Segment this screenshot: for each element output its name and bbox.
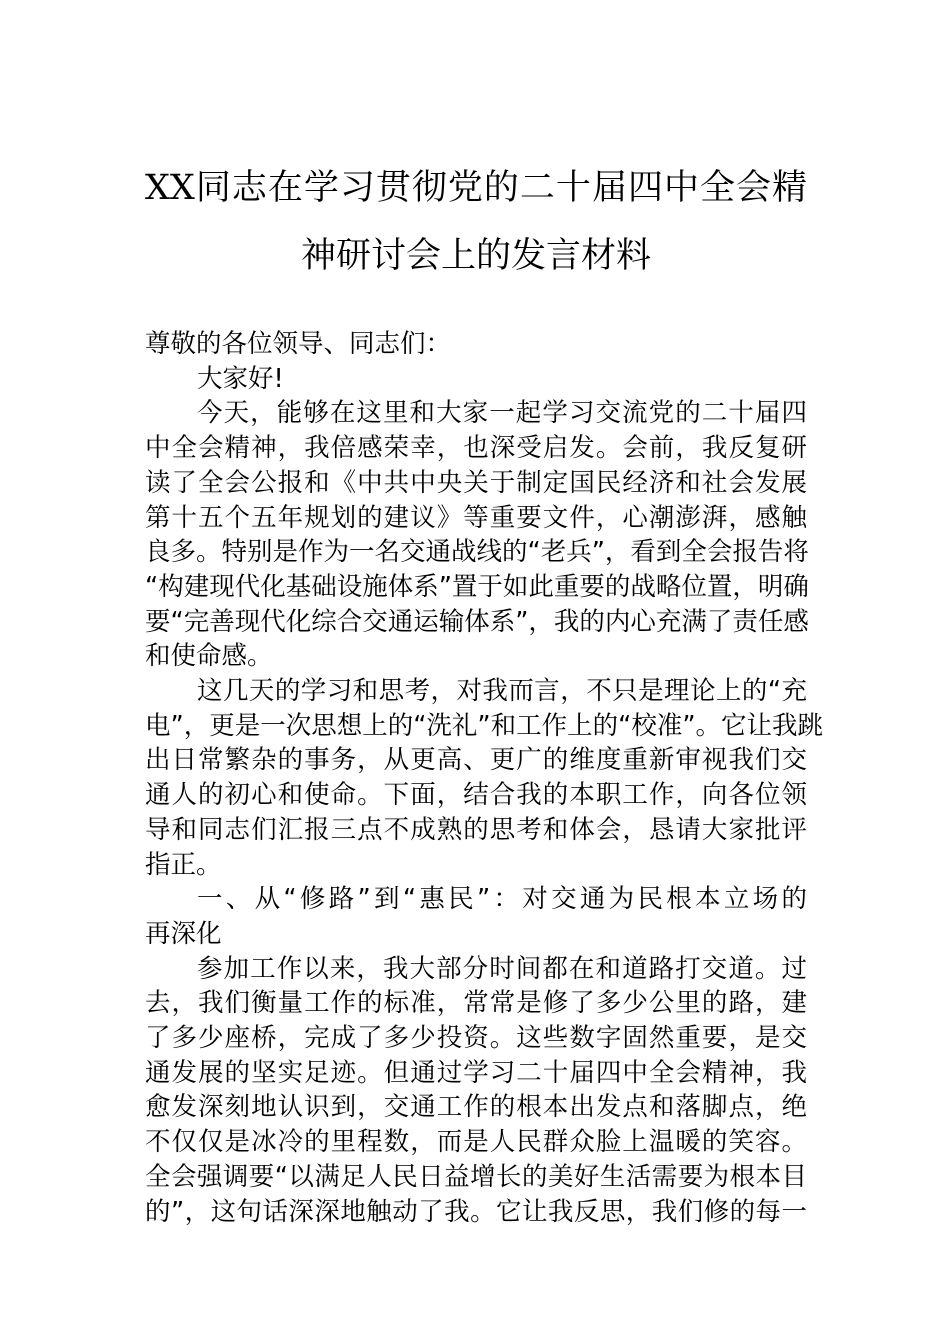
- paragraph: [145, 882, 807, 951]
- paragraph-line: 良多。特别是作为一名交通战线的“老兵”，看到全会报告将: [145, 537, 809, 568]
- paragraph-line: 指正。: [145, 849, 222, 880]
- paragraph-line: 通人的初心和使命。下面，结合我的本职工作，向各位领: [145, 780, 807, 811]
- paragraph: [145, 674, 824, 882]
- paragraph-line: 读了全会公报和《中共中央关于制定国民经济和社会发展: [145, 467, 807, 498]
- document-body: [145, 327, 824, 1229]
- paragraph-line: 的”，这句话深深地触动了我。它让我反思，我们修的每一: [145, 1196, 807, 1227]
- paragraph: [145, 952, 807, 1230]
- paragraph-line: 去，我们衡量工作的标准，常常是修了多少公里的路，建: [145, 988, 807, 1019]
- paragraph-line: “构建现代化基础设施体系”置于如此重要的战略位置，明确: [145, 571, 809, 602]
- paragraph-line: 导和同志们汇报三点不成熟的思考和体会，恳请大家批评: [145, 814, 807, 845]
- paragraph-line: 电”，更是一次思想上的“洗礼”和工作上的“校准”。它让我跳: [145, 710, 824, 741]
- paragraph-line: 了多少座桥，完成了多少投资。这些数字固然重要，是交: [145, 1023, 807, 1054]
- paragraph-line: 参加工作以来，我大部分时间都在和道路打交道。过: [197, 953, 807, 984]
- document-title-line-1: XX同志在学习贯彻党的二十届四中全会精: [145, 168, 807, 208]
- paragraph: [145, 362, 807, 397]
- paragraph-line: 第十五个五年规划的建议》等重要文件，心潮澎湃，感触: [145, 502, 807, 533]
- paragraph-line: 愈发深刻地认识到，交通工作的根本出发点和落脚点，绝: [145, 1092, 807, 1123]
- paragraph-line: 出日常繁杂的事务，从更高、更广的维度重新审视我们交: [145, 745, 807, 776]
- paragraph-line: 尊敬的各位领导、同志们：: [145, 329, 452, 359]
- paragraph-line: 今天，能够在这里和大家一起学习交流党的二十届四: [197, 398, 807, 429]
- paragraph-line: 中全会精神，我倍感荣幸，也深受启发。会前，我反复研: [145, 433, 807, 464]
- paragraph-line: 全会强调要“以满足人民日益增长的美好生活需要为根本目: [145, 1161, 807, 1192]
- paragraph: [145, 396, 807, 674]
- paragraph-line: 一、从“修路”到“惠民”：对交通为民根本立场的: [197, 884, 807, 915]
- paragraph-line: 要“完善现代化综合交通运输体系”，我的内心充满了责任感: [145, 606, 809, 637]
- paragraph: [145, 327, 807, 362]
- paragraph-line: 大家好!: [197, 363, 284, 394]
- paragraph-line: 再深化: [145, 918, 222, 949]
- paragraph-line: 不仅仅是冰冷的里程数，而是人民群众脸上温暖的笑容。: [145, 1127, 807, 1158]
- document-title-line-2: 神研讨会上的发言材料: [300, 236, 651, 276]
- paragraph-line: 通发展的坚实足迹。但通过学习二十届四中全会精神，我: [145, 1057, 807, 1088]
- paragraph-line: 这几天的学习和思考，对我而言，不只是理论上的“充: [197, 676, 807, 707]
- paragraph-line: 和使命感。: [145, 641, 273, 672]
